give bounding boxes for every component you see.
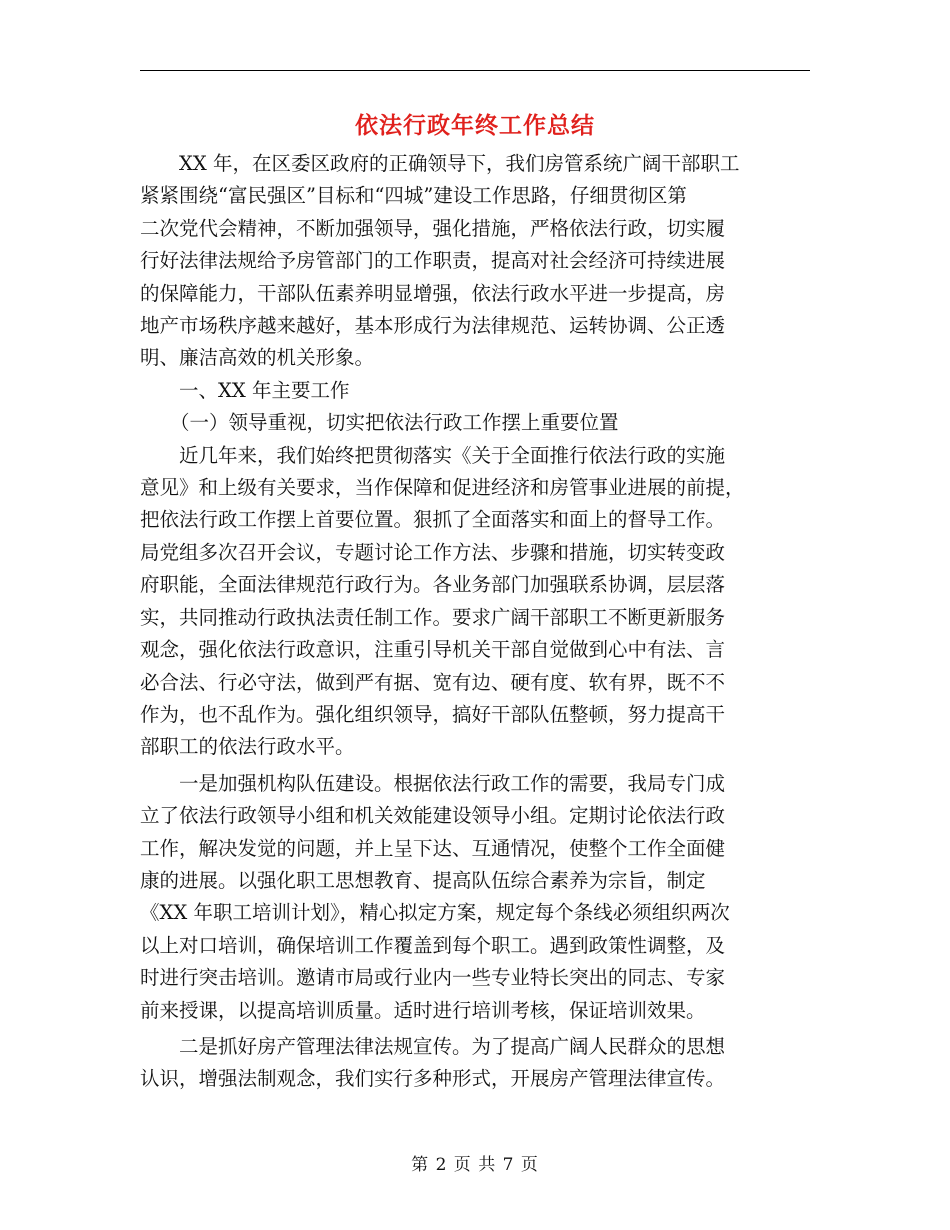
text-line: 二是抓好房产管理法律法规宣传。为了提高广阔人民群众的思想 [179,1034,726,1058]
page-footer: 第 2 页 共 7 页 [411,1155,539,1175]
text-line: 《XX 年职工培训计划》，精心拟定方案，规定每个条线必须组织两次 [140,901,730,925]
text-line: 立了依法行政领导小组和机关效能建设领导小组。定期讨论依法行政 [140,804,726,828]
text-line: 地产市场秩序越来越好，基本形成行为法律规范、运转协调、公正透 [140,314,726,338]
text-line: 近几年来，我们始终把贯彻落实《关于全面推行依法行政的实施 [179,443,726,467]
body-paragraph [140,440,800,764]
body-paragraph [140,768,800,1027]
text-line: 紧紧围绕“富民强区”目标和“四城”建设工作思路，仔细贯彻区第 [140,184,687,208]
text-line: 明、廉洁高效的机关形象。 [140,346,375,370]
text-line: 府职能，全面法律规范行政行为。各业务部门加强联系协调，层层落 [140,573,726,597]
text-line: 的保障能力，干部队伍素养明显增强，依法行政水平进一步提高，房 [140,281,726,305]
text-line: 二次党代会精神，不断加强领导，强化措施，严格依法行政，切实履 [140,216,726,240]
text-line: 把依法行政工作摆上首要位置。狠抓了全面落实和面上的督导工作。 [140,508,726,532]
text-line: 必合法、行必守法，做到严有据、宽有边、硬有度、软有界，既不不 [140,670,726,694]
body-paragraph [140,1031,800,1096]
document-body [140,148,800,1096]
text-line: 意见》和上级有关要求，当作保障和促进经济和房管事业进展的前提， [140,476,745,500]
text-line: 行好法律法规给予房管部门的工作职责，提高对社会经济可持续进展 [140,249,726,273]
subsection-heading: （一）领导重视，切实把依法行政工作摆上重要位置 [170,411,619,435]
text-line: 实，共同推动行政执法责任制工作。要求广阔干部职工不断更新服务 [140,605,726,629]
text-line: 认识，增强法制观念，我们实行多种形式，开展房产管理法律宣传。 [140,1067,726,1091]
text-line: 前来授课，以提高培训质量。适时进行培训考核，保证培训效果。 [140,998,706,1022]
document-title: 依法行政年终工作总结 [355,112,595,139]
text-line: XX 年，在区委区政府的正确领导下，我们房管系统广阔干部职工 [179,152,740,175]
text-line: 康的进展。以强化职工思想教育、提高队伍综合素养为宗旨，制定 [140,868,706,892]
section-heading: 一、XX 年主要工作 [179,378,350,402]
text-line: 以上对口培训，确保培训工作覆盖到每个职工。遇到政策性调整，及 [140,933,726,957]
text-line: 工作，解决发觉的问题，并上呈下达、互通情况，使整个工作全面健 [140,836,726,860]
intro-paragraph [140,148,800,375]
header-rule [140,70,810,71]
text-line: 局党组多次召开会议，专题讨论工作方法、步骤和措施，切实转变政 [140,540,726,564]
text-line: 时进行突击培训。邀请市局或行业内一些专业特长突出的同志、专家 [140,966,726,990]
text-line: 观念，强化依法行政意识，注重引导机关干部自觉做到心中有法、言 [140,638,726,662]
text-line: 一是加强机构队伍建设。根据依法行政工作的需要，我局专门成 [179,771,726,795]
text-line: 作为，也不乱作为。强化组织领导，搞好干部队伍整顿，努力提高干 [140,702,726,726]
text-line: 部职工的依法行政水平。 [140,735,355,759]
